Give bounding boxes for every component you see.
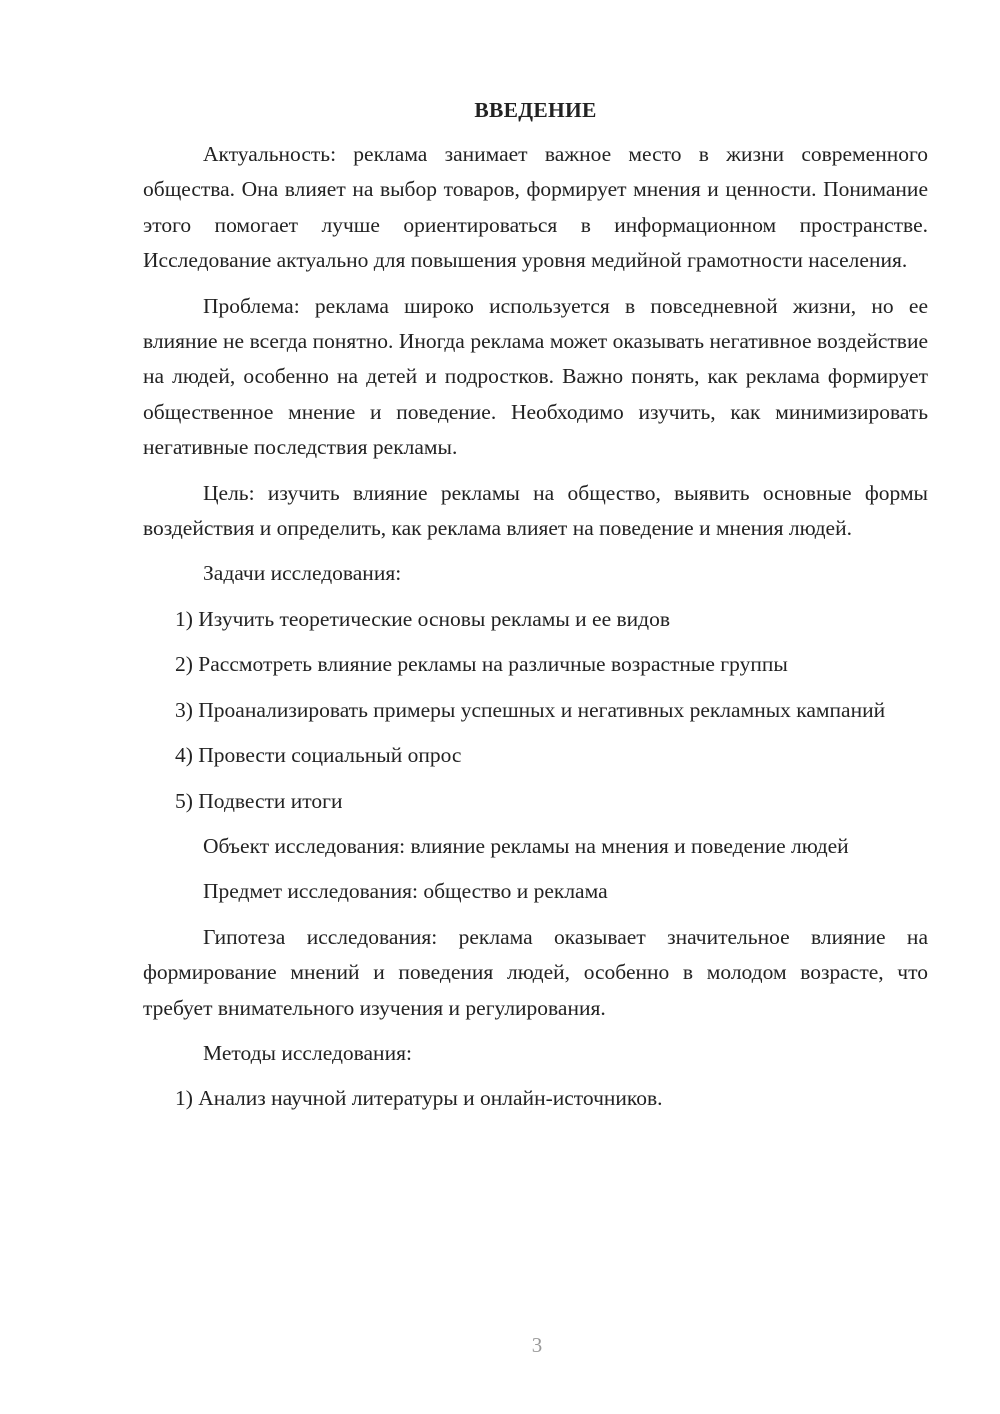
methods-heading: Методы исследования: <box>203 1040 412 1065</box>
task-item-2: 2) Рассмотреть влияние рекламы на различные возрастные группы <box>175 652 788 677</box>
paragraph-subject: Предмет исследования: общество и реклама <box>203 879 608 904</box>
method-item-1: 1) Анализ научной литературы и онлайн-источников. <box>175 1086 663 1111</box>
paragraph-goal: Цель: изучить влияние рекламы на общество, выявить основные формы воздействия и определить, как реклама влияет на поведение и мнения людей. <box>143 480 928 541</box>
page-title: ВВЕДЕНИЕ <box>474 98 597 122</box>
paragraph-object: Объект исследования: влияние рекламы на мнения и поведение людей <box>203 833 849 858</box>
page-content <box>143 95 928 1127</box>
task-item-5: 5) Подвести итоги <box>175 788 343 813</box>
task-item-1: 1) Изучить теоретические основы рекламы и ее видов <box>175 606 671 631</box>
tasks-heading: Задачи исследования: <box>203 561 402 586</box>
task-item-4: 4) Провести социальный опрос <box>175 743 462 768</box>
paragraph-hypothesis: Гипотеза исследования: реклама оказывает значительное влияние на формирование мнений и поведения людей, особенно в молодом возрасте, что требует внимательного изучения и регулирования. <box>143 924 928 1020</box>
paragraph-relevance: Актуальность: реклама занимает важное место в жизни современного общества. Она влияет на выбор товаров, формирует мнения и ценности. Понимание этого помогает лучше ориентироваться в информационном пространстве. Исследование актуально для повышения уровня медийной грамотности населения. <box>143 142 928 273</box>
task-item-3: 3) Проанализировать примеры успешных и негативных рекламных кампаний <box>175 697 886 722</box>
paragraph-problem: Проблема: реклама широко используется в повседневной жизни, но ее влияние не всегда понятно. Иногда реклама может оказывать негативное воздействие на людей, особенно на детей и подростков. Важно понять, как реклама формирует общественное мнение и поведение. Необходимо изучить, как минимизировать негативные последствия рекламы. <box>143 293 928 460</box>
page-number: 3 <box>531 1333 543 1357</box>
